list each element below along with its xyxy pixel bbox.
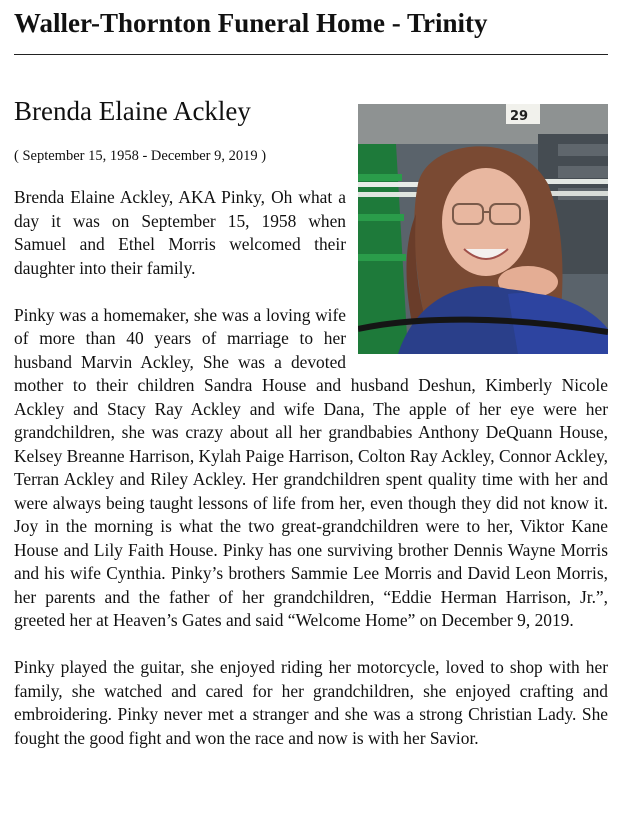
portrait-photo (358, 104, 608, 354)
site-title: Waller-Thornton Funeral Home - Trinity (14, 8, 488, 38)
paragraph-2: Pinky was a homemaker, she was a loving wife of more than 40 years of marriage to her husband Marvin Ackley, She was a devoted mother to their children Sandra House and husband Deshun, Kimberly Nicole Ackley and Stacy Ray Ackley and wife Dana, The apple of her eye were her grandchildren, she was crazy about all her grandbabies Anthony DeQuann House, Kelsey Breanne Harrison, Kylah Paige Harrison, Colton Ray Ackley, Connor Ackley, Terran Ackley and Riley Ackley. Her grandchildren spent quality time with her and were always being taught lessons of life from her, even though they did not know it. Joy in the morning is what the two great-grandchildren were to her, Viktor Kane House and Lily Faith House. Pinky has one surviving brother Dennis Wayne Morris and his wife Cynthia. Pinky’s brothers Sammie Lee Morris and David Leon Morris, her parents and the father of her grandchildren, “Eddie Herman Harrison, Jr.”, greeted her at Heaven’s Gates and said “Welcome Home” on December 9, 2019. (14, 304, 608, 630)
obituary-name: Brenda Elaine Ackley (14, 96, 251, 126)
paragraph-1: Brenda Elaine Ackley, AKA Pinky, Oh what a day it was on September 15, 1958 when Samuel and Ethel Morris welcomed their daughter into their family. (14, 187, 346, 278)
paragraph-3: Pinky played the guitar, she enjoyed riding her motorcycle, loved to shop with her family, she watched and cared for her grandchildren, she enjoyed crafting and embroidering. Pinky never met a stranger and she was a strong Christian Lady. She fought the good fight and won the race and now is with her Savior. (14, 657, 608, 748)
price-sign-text: 29 (510, 109, 529, 124)
title-divider (14, 54, 608, 55)
life-dates: ( September 15, 1958 - December 9, 2019 ) (14, 148, 267, 164)
